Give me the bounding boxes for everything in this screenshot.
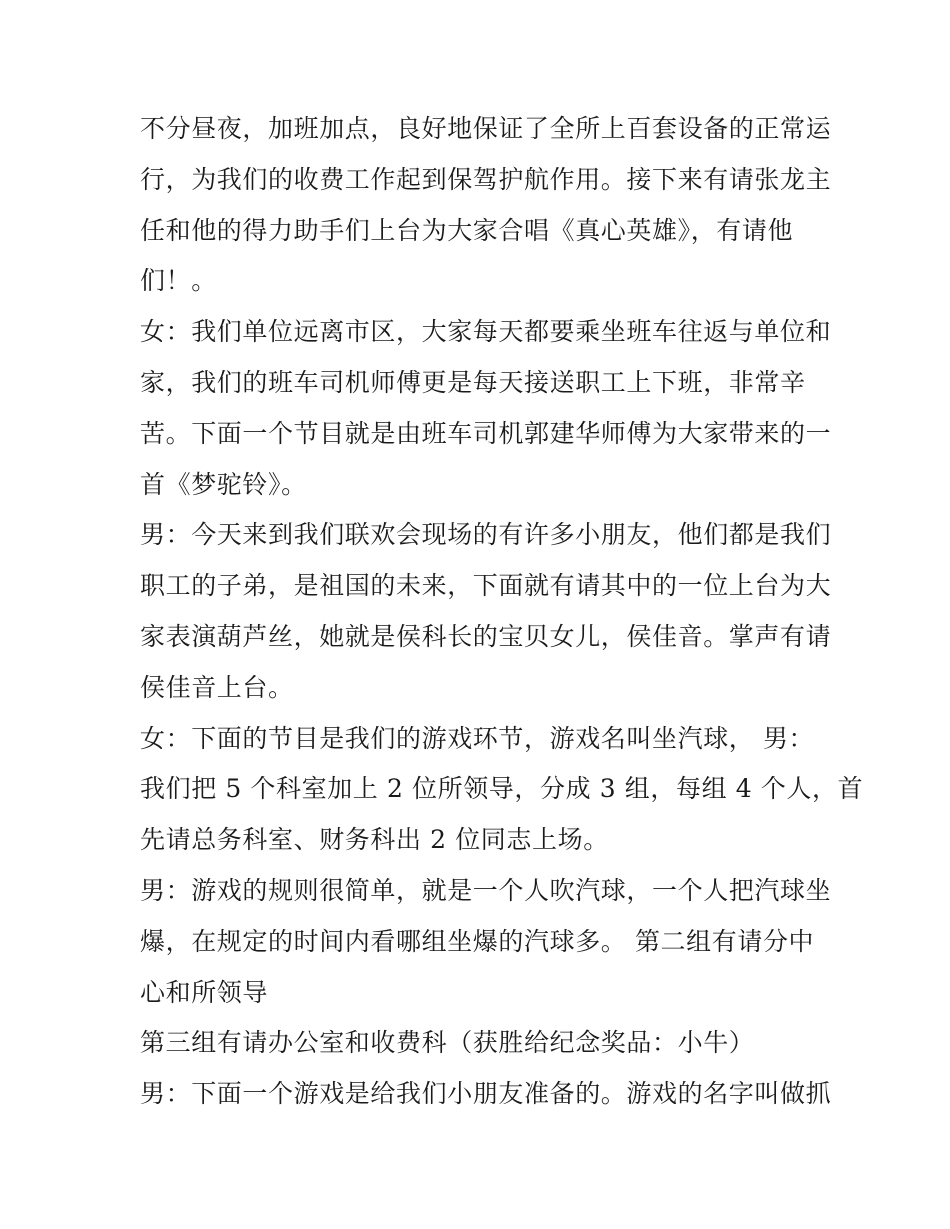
text-line-16: 男：游戏的规则很简单，就是一个人吹汽球，一个人把汽球坐 [140, 875, 832, 905]
text-line-5: 女：我们单位远离市区，大家每天都要乘坐班车往返与单位和 [140, 317, 832, 347]
text-line-1: 不分昼夜，加班加点，良好地保证了全所上百套设备的正常运 [140, 114, 832, 143]
document-body [140, 104, 864, 1120]
text-line-8: 首《梦驼铃》。 [140, 469, 307, 499]
text-line-19: 第三组有请办公室和收费科（获胜给纪念奖品：小牛） [140, 1028, 755, 1058]
text-line-7: 苦。下面一个节目就是由班车司机郭建华师傅为大家带来的一 [140, 418, 832, 448]
text-line-15: 先请总务科室、财务科出 2 位同志上场。 [140, 825, 609, 855]
text-line-11: 家表演葫芦丝，她就是侯科长的宝贝女儿，侯佳音。掌声有请 [140, 621, 832, 651]
text-line-20: 男：下面一个游戏是给我们小朋友准备的。游戏的名字叫做抓 [140, 1079, 832, 1109]
text-line-10: 职工的子弟，是祖国的未来，下面就有请其中的一位上台为大 [140, 571, 832, 601]
text-line-12: 侯佳音上台。 [140, 672, 294, 702]
text-line-4: 们！。 [140, 266, 217, 296]
text-line-14: 我们把 5 个科室加上 2 位所领导，分成 3 组，每组 4 个人，首 [140, 774, 864, 804]
text-line-18: 心和所领导 [140, 977, 269, 1007]
text-line-17: 爆，在规定的时间内看哪组坐爆的汽球多。 第二组有请分中 [140, 926, 815, 956]
text-line-13: 女：下面的节目是我们的游戏环节，游戏名叫坐汽球， 男： [140, 723, 815, 753]
text-line-3: 任和他的得力助手们上台为大家合唱《真心英雄》，有请他 [140, 215, 794, 245]
text-line-2: 行，为我们的收费工作起到保驾护航作用。接下来有请张龙主 [140, 164, 832, 194]
text-line-9: 男：今天来到我们联欢会现场的有许多小朋友，他们都是我们 [140, 520, 832, 550]
text-line-6: 家，我们的班车司机师傅更是每天接送职工上下班，非常辛 [140, 367, 806, 397]
